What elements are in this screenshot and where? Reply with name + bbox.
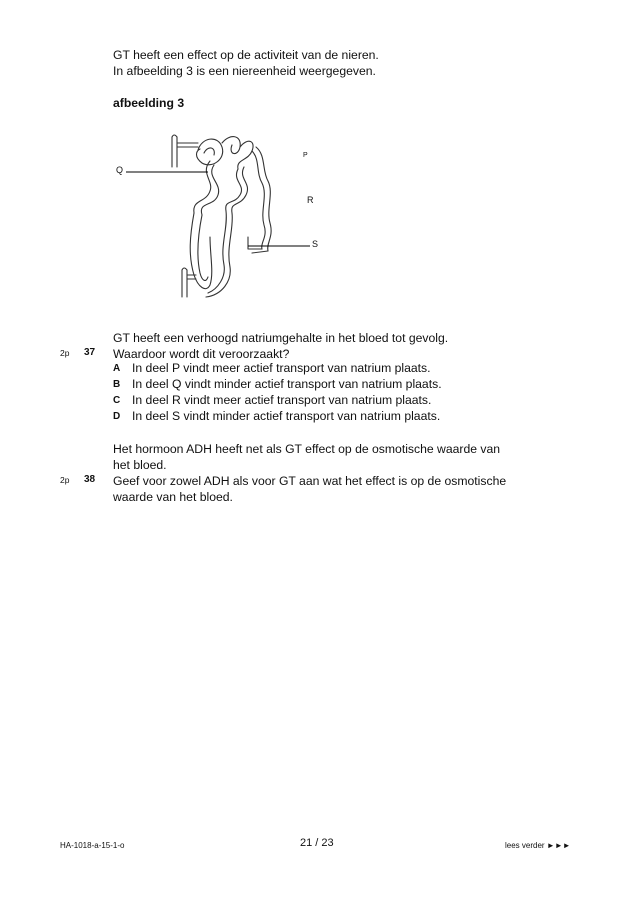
q37-question: Waardoor wordt dit veroorzaakt? [113, 347, 290, 361]
q37-option-a-letter: A [113, 363, 121, 374]
nephron-figure [110, 125, 340, 315]
footer-page-number: 21 / 23 [300, 837, 334, 849]
intro-line-2: In afbeelding 3 is een niereenheid weergegeven. [113, 64, 376, 78]
footer-code: HA-1018-a-15-1-o [60, 841, 125, 850]
q38-score: 2p [60, 475, 70, 485]
label-r: R [307, 195, 314, 205]
q38-context-line-2: het bloed. [113, 458, 167, 472]
figure-title: afbeelding 3 [113, 96, 185, 110]
q38-number: 38 [84, 474, 96, 485]
footer-next: lees verder ►►► [505, 841, 571, 850]
q38-context-line-1: Het hormoon ADH heeft net als GT effect op de osmotische waarde van [113, 442, 501, 456]
label-q: Q [116, 165, 124, 175]
q37-option-b-letter: B [113, 379, 121, 390]
q37-option-d-letter: D [113, 411, 121, 422]
q37-option-c-letter: C [113, 395, 121, 406]
q37-option-b-text: In deel Q vindt minder actief transport van natrium plaats. [132, 377, 442, 391]
label-s: S [312, 239, 319, 249]
label-p: P [303, 152, 308, 159]
q38-question-line-1: Geef voor zowel ADH als voor GT aan wat het effect is op de osmotische [113, 474, 507, 488]
q37-number: 37 [84, 347, 96, 358]
intro-line-1: GT heeft een effect op de activiteit van de nieren. [113, 48, 379, 62]
q38-question-line-2: waarde van het bloed. [113, 490, 233, 504]
vessel-top [172, 137, 177, 167]
q37-score: 2p [60, 348, 70, 358]
q37-option-a-text: In deel P vindt meer actief transport van natrium plaats. [132, 361, 431, 375]
q37-option-c-text: In deel R vindt meer actief transport van natrium plaats. [132, 393, 432, 407]
q37-option-d-text: In deel S vindt minder actief transport van natrium plaats. [132, 409, 441, 423]
q37-context: GT heeft een verhoogd natriumgehalte in het bloed tot gevolg. [113, 331, 449, 345]
